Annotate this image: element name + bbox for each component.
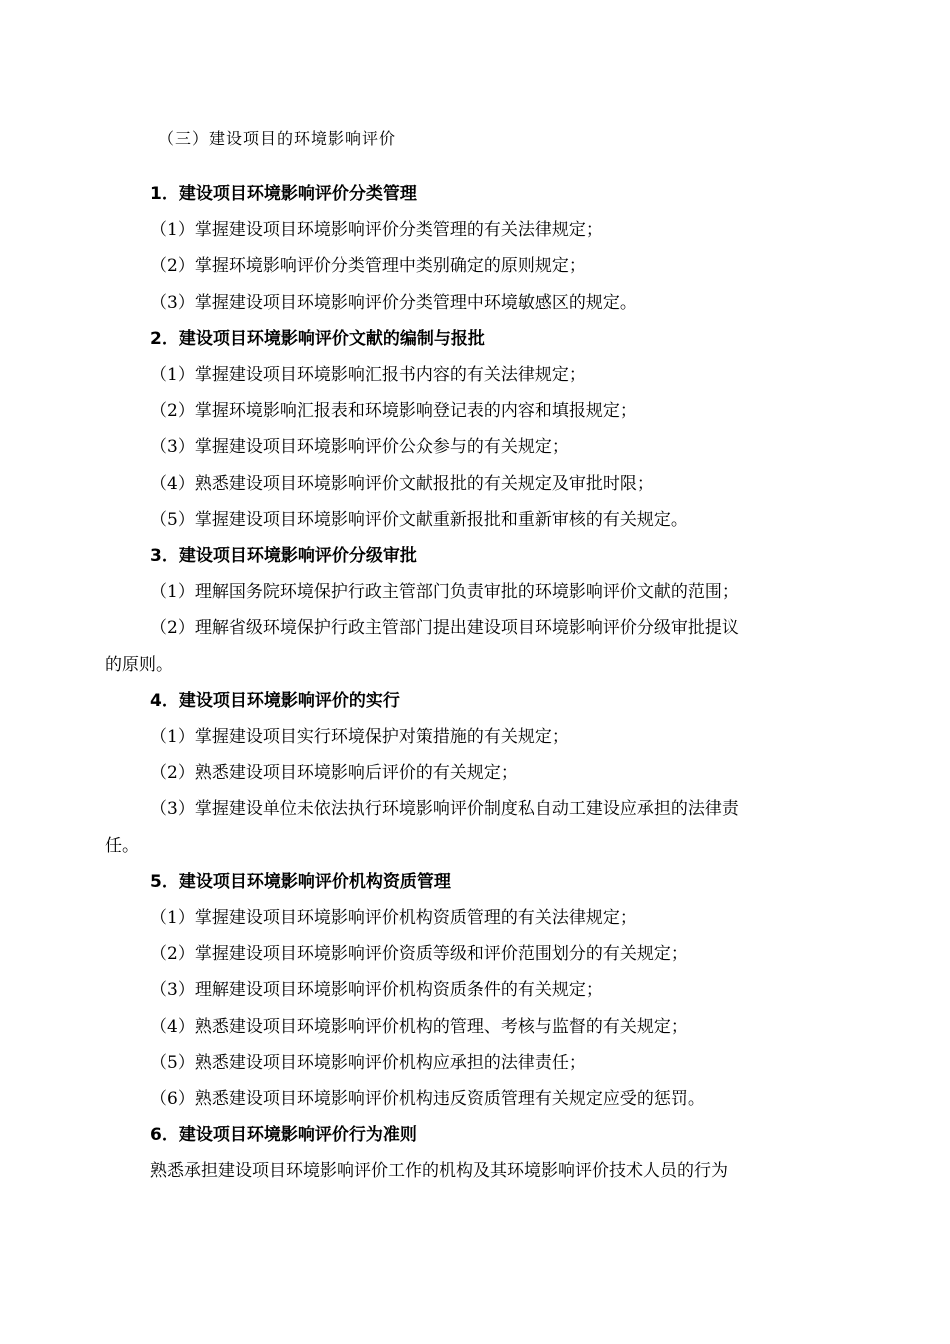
list-item: （2）掌握环境影响评价分类管理中类别确定的原则规定；: [150, 256, 586, 276]
list-item: （1）理解国务院环境保护行政主管部门负责审批的环境影响评价文献的范围；: [150, 582, 739, 602]
heading: 1．建设项目环境影响评价分类管理: [150, 184, 417, 204]
list-item: （4）熟悉建设项目环境影响评价机构的管理、考核与监督的有关规定；: [150, 1017, 688, 1037]
list-item: （2）熟悉建设项目环境影响后评价的有关规定；: [150, 763, 518, 783]
list-item: （3）掌握建设项目环境影响评价公众参与的有关规定；: [150, 437, 569, 457]
heading: 6．建设项目环境影响评价行为准则: [150, 1125, 417, 1145]
list-item: （2）掌握建设项目环境影响评价资质等级和评价范围划分的有关规定；: [150, 944, 688, 964]
section-title: （三）建设项目的环境影响评价: [158, 129, 397, 148]
heading: 3．建设项目环境影响评价分级审批: [150, 546, 417, 566]
list-item: （5）熟悉建设项目环境影响评价机构应承担的法律责任；: [150, 1053, 586, 1073]
list-item: （3）掌握建设单位未依法执行环境影响评价制度私自动工建设应承担的法律责: [150, 799, 739, 819]
list-item: （5）掌握建设项目环境影响评价文献重新报批和重新审核的有关规定。: [150, 510, 688, 530]
heading: 5．建设项目环境影响评价机构资质管理: [150, 872, 451, 892]
heading: 2．建设项目环境影响评价文献的编制与报批: [150, 329, 485, 349]
list-item: （2）掌握环境影响汇报表和环境影响登记表的内容和填报规定；: [150, 401, 637, 421]
list-item-continuation: 任。: [105, 836, 139, 856]
list-item: （2）理解省级环境保护行政主管部门提出建设项目环境影响评价分级审批提议: [150, 618, 739, 638]
list-item: （6）熟悉建设项目环境影响评价机构违反资质管理有关规定应受的惩罚。: [150, 1089, 705, 1109]
list-item: （3）理解建设项目环境影响评价机构资质条件的有关规定；: [150, 980, 603, 1000]
list-item: （1）掌握建设项目环境影响评价分类管理的有关法律规定；: [150, 220, 603, 240]
list-item-continuation: 的原则。: [105, 655, 173, 675]
list-item: （4）熟悉建设项目环境影响评价文献报批的有关规定及审批时限；: [150, 474, 654, 494]
heading: 4．建设项目环境影响评价的实行: [150, 691, 400, 711]
list-item: （1）掌握建设项目环境影响评价机构资质管理的有关法律规定；: [150, 908, 637, 928]
list-item: （3）掌握建设项目环境影响评价分类管理中环境敏感区的规定。: [150, 293, 637, 313]
list-item: （1）掌握建设项目环境影响汇报书内容的有关法律规定；: [150, 365, 586, 385]
paragraph: 熟悉承担建设项目环境影响评价工作的机构及其环境影响评价技术人员的行为: [150, 1161, 728, 1181]
list-item: （1）掌握建设项目实行环境保护对策措施的有关规定；: [150, 727, 569, 747]
